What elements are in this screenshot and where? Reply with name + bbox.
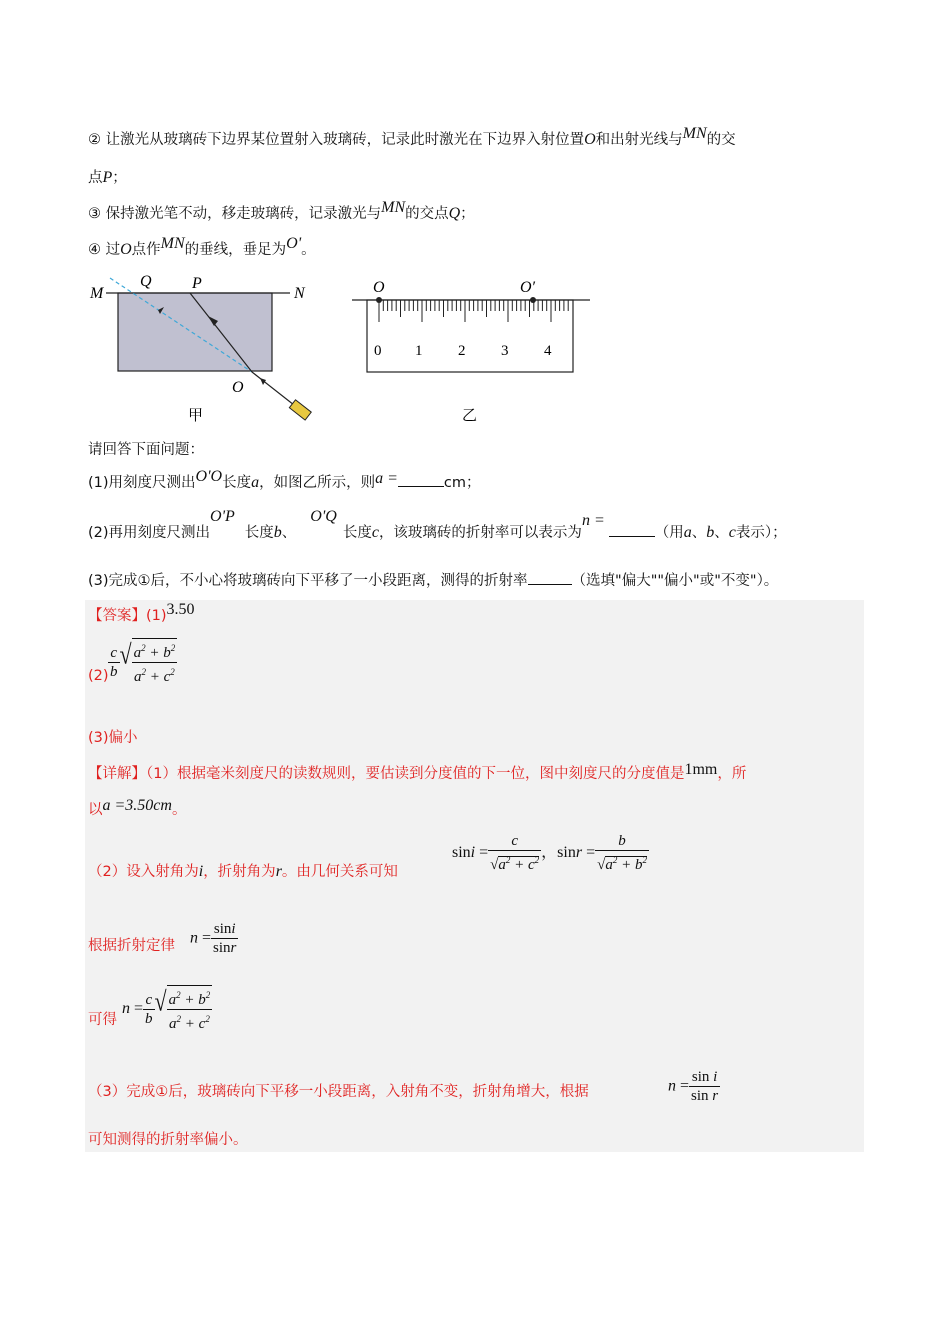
step-3-text: ③ 保持激光笔不动，移走玻璃砖，记录激光与 [88, 206, 382, 222]
caption-jia: 甲 [188, 406, 204, 424]
q3-text-a: (3)完成①后，不小心将玻璃砖向下平移了一小段距离，测得的折射率 [88, 573, 528, 589]
answer-2-formula: $\frac{c}{b}$ √ $\frac{a^2 + b^2}{a^2 + c^2}$ [110, 638, 176, 685]
question-3 [88, 570, 778, 591]
point-q: Q [448, 205, 461, 222]
label-o-prime-yi: O′ [520, 279, 536, 296]
step-2-line [88, 125, 736, 150]
detail-3-text-b: 可知测得的折射率偏小。 [88, 1132, 248, 1148]
answer-blank-2[interactable] [609, 522, 655, 537]
detail-2 [88, 862, 398, 882]
question-2 [88, 508, 787, 543]
figure-jia [80, 268, 320, 428]
var-i: i [198, 863, 204, 880]
q1-text-b: 长度 [222, 475, 252, 491]
detail-2-text-c: 。由几何关系可知 [281, 864, 398, 880]
step-2-text-e: ； [112, 170, 127, 186]
point-o-prime: O' [286, 235, 302, 252]
label-n: N [294, 285, 305, 302]
detail-3-cont [88, 1130, 248, 1150]
step-3-text-c: ； [460, 206, 475, 222]
label-q: Q [140, 273, 152, 290]
q2-e1: （用 [654, 525, 684, 541]
q1-text-c: ，如图乙所示，则 [259, 475, 376, 491]
detail-2-law-text: 根据折射定律 [88, 938, 175, 954]
caption-yi: 乙 [462, 406, 478, 424]
question-intro-text: 请回答下面问题： [88, 442, 204, 458]
answer-label: 【答案】(1) [88, 608, 167, 624]
segment-mn: MN [381, 199, 406, 216]
step-3-line [88, 199, 475, 224]
answer-3 [88, 728, 138, 748]
detail-2-get [88, 1010, 117, 1030]
label-p: P [192, 275, 202, 292]
answer-blank-3[interactable] [528, 570, 572, 585]
step-2-text-b: 和出射光线与 [595, 132, 683, 148]
label-o: O [232, 379, 244, 396]
detail-3 [88, 1082, 589, 1102]
q2-s1: 、 [691, 525, 707, 541]
q1-text-a: (1)用刻度尺测出 [88, 475, 196, 491]
detail-1-cont [88, 797, 187, 820]
q1-unit: cm； [443, 475, 481, 491]
step-4-text-d: 。 [301, 242, 316, 258]
segment-mn: MN [682, 125, 707, 142]
glass-brick [118, 293, 272, 371]
point-o-prime-dot [530, 297, 536, 303]
detail-3-formula: n = $\frac{\text{sin i}}{\text{sin r}}$ [668, 1069, 719, 1104]
detail-1-text-d: 。 [171, 802, 187, 818]
var-b: b [273, 524, 282, 541]
q1-eq: a = [375, 470, 398, 487]
label-o-yi: O [373, 279, 385, 296]
q2-s2: 、 [714, 525, 729, 541]
detail-1 [88, 761, 747, 784]
step-4-text: ④ 过 [88, 242, 121, 258]
incident-ray [252, 372, 294, 405]
result-formula: n = $\frac{c}{b}$ √ $\frac{a^2 + b^2}{a^2 + c^2}$ [122, 985, 211, 1032]
q2-text-b: 长度 [244, 525, 274, 541]
detail-1-unit: 1mm [684, 761, 718, 778]
step-4-text-b: 点作 [131, 242, 161, 258]
ruler-ticks [379, 300, 568, 322]
step-2-line-cont [88, 168, 127, 188]
label-m: M [90, 285, 104, 302]
detail-1-value: a =3.50cm [102, 797, 172, 814]
tick-label-4: 4 [544, 343, 552, 359]
answer-2 [88, 638, 176, 688]
segment-oo: O'O [195, 468, 223, 485]
step-3-text-b: 的交点 [405, 206, 449, 222]
segment-oq: O'Q [310, 508, 337, 525]
q2-text-c: 长度 [342, 525, 372, 541]
q2-text-d: ，该玻璃砖的折射率可以表示为 [378, 525, 582, 541]
detail-2-get-text: 可得 [88, 1012, 117, 1028]
detail-1-text-b: ，所 [717, 766, 747, 782]
question-intro [88, 440, 204, 460]
snell-law-formula: n = $\frac{\sin i}{\sin r}$ [190, 921, 237, 956]
detail-1-text: （1）根据毫米刻度尺的读数规则，要估读到分度值的下一位，图中刻度尺的分度值是 [146, 766, 685, 782]
step-2-text-d: 点 [88, 170, 103, 186]
var-c2: c [728, 524, 736, 541]
segment-op: O'P [210, 508, 235, 525]
answer-1 [88, 601, 195, 626]
point-o-dot [376, 297, 382, 303]
answer-3-text: (3)偏小 [88, 730, 138, 746]
arrow-incident [260, 378, 266, 385]
sine-relations-formula: sini = $\frac{c}{√a^2 + c^2}$ ，sinr = $\frac{b}{√a^2 + b^2}$ [452, 833, 647, 873]
detail-1-text-c: 以 [88, 802, 103, 818]
point-p: P [102, 169, 113, 186]
detail-2-text: （2）设入射角为 [88, 864, 199, 880]
var-b2: b [706, 524, 715, 541]
detail-3-text: （3）完成①后，玻璃砖向下平移一小段距离，入射角不变，折射角增大，根据 [88, 1084, 589, 1100]
point-o: O [120, 241, 132, 258]
q3-text-b: （选填"偏大""偏小"或"不变"）。 [571, 573, 779, 589]
tick-label-3: 3 [501, 343, 509, 359]
var-r: r [275, 863, 282, 880]
detail-2-text-b: ，折射角为 [203, 864, 276, 880]
var-c: c [371, 524, 379, 541]
q2-eq: n = [581, 512, 605, 529]
step-4-text-c: 的垂线，垂足为 [184, 242, 287, 258]
answer-blank-1[interactable] [398, 472, 444, 487]
tick-label-1: 1 [415, 343, 423, 359]
laser-pen-icon [289, 400, 311, 420]
step-2-text-c: 的交 [706, 132, 736, 148]
detail-2-law [88, 936, 175, 956]
figure-yi [350, 268, 600, 428]
step-2-text: ② 让激光从玻璃砖下边界某位置射入玻璃砖，记录此时激光在下边界入射位置 [88, 132, 585, 148]
var-a2: a [683, 524, 692, 541]
tick-label-2: 2 [458, 343, 466, 359]
q2-e2: 表示）； [735, 525, 787, 541]
q2-text-a: (2)再用刻度尺测出 [88, 525, 211, 541]
var-a: a [251, 474, 260, 491]
segment-mn: MN [160, 235, 185, 252]
q2-sep: 、 [281, 525, 297, 541]
answer-2-label: (2) [88, 668, 109, 684]
tick-label-0: 0 [374, 343, 382, 359]
answer-1-value: 3.50 [166, 601, 195, 618]
step-4-line [88, 235, 316, 260]
question-1 [88, 468, 481, 493]
point-o: O [584, 131, 596, 148]
detail-label: 【详解】 [88, 766, 146, 782]
